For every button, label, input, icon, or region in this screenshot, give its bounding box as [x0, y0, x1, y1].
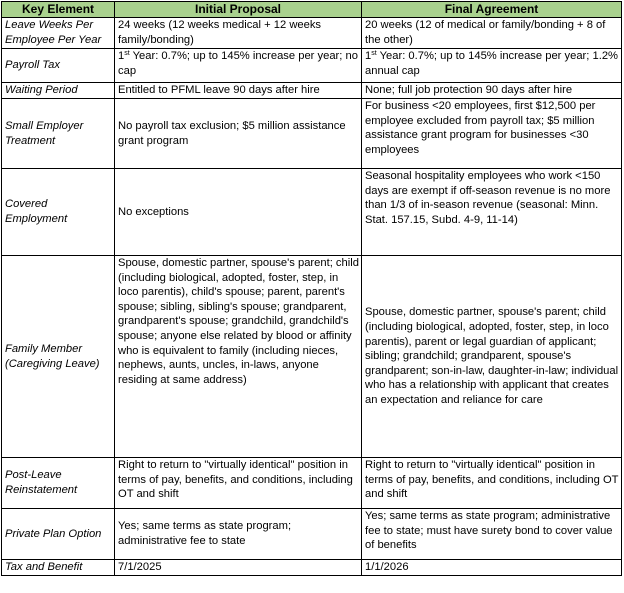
row-key: Family Member (Caregiving Leave) [2, 256, 115, 458]
final-cell: Spouse, domestic partner, spouse's parent; child (including biological, adopted, foster, step, in loco parentis), parent or legal guardian of applicant; sibling; grandchild; grandparent, spouse's grandparent; son-in-law, daughter-in-law; individual who has a relationship with applicant that creates an expectation and reliance for care [362, 256, 622, 458]
table-row [2, 18, 622, 49]
table-row [2, 169, 622, 256]
initial-cell: Spouse, domestic partner, spouse's parent; child (including biological, adopted, foster, step, in loco parentis), child's spouse; parent, parent's spouse; sibling, sibling's spouse; grandparent, grandparent's spouse; grandchild, grandchild's spouse; anyone else related by blood or affinity who is equivalent to family (including nieces, nephews, aunts, uncles, in-laws, anyone residing at same address) [115, 256, 362, 458]
initial-cell: Yes; same terms as state program; administrative fee to state [115, 509, 362, 560]
final-cell: Seasonal hospitality employees who work <150 days are exempt if off-season revenue is no more than 1/3 of in-season revenue (seasonal: Minn. Stat. 157.15, Subd. 4-9, 11-14) [362, 169, 622, 256]
table-row [2, 509, 622, 560]
final-cell: For business <20 employees, first $12,500 per employee excluded from payroll tax; $5 million assistance grant program for businesses <30 employees [362, 99, 622, 169]
header-initial-proposal: Initial Proposal [115, 2, 362, 18]
row-key: Tax and Benefit [2, 560, 115, 576]
comparison-table-container [1, 1, 622, 576]
ordinal-suffix: st [124, 50, 130, 57]
final-cell: Right to return to "virtually identical" position in terms of pay, benefits, and conditions, including OT and shift [362, 458, 622, 509]
table-row [2, 49, 622, 83]
initial-cell [115, 49, 362, 83]
initial-cell: No exceptions [115, 169, 362, 256]
table-row [2, 256, 622, 458]
cell-text: Year: 0.7%; up to 145% increase per year; 1.2% annual cap [365, 50, 618, 77]
final-cell [362, 49, 622, 83]
header-row [2, 2, 622, 18]
initial-cell: Entitled to PFML leave 90 days after hire [115, 83, 362, 99]
final-cell: 20 weeks (12 of medical or family/bonding + 8 of the other) [362, 18, 622, 49]
ordinal-number: 1 [118, 50, 125, 62]
ordinal-number: 1 [365, 50, 372, 62]
table-row [2, 458, 622, 509]
ordinal-suffix: st [371, 50, 377, 57]
row-key: Post-Leave Reinstatement [2, 458, 115, 509]
initial-cell: 24 weeks (12 weeks medical + 12 weeks family/bonding) [115, 18, 362, 49]
comparison-table [1, 1, 622, 576]
final-cell: None; full job protection 90 days after hire [362, 83, 622, 99]
row-key: Waiting Period [2, 83, 115, 99]
row-key: Private Plan Option [2, 509, 115, 560]
initial-cell: Right to return to "virtually identical" position in terms of pay, benefits, and conditions, including OT and shift [115, 458, 362, 509]
final-cell: Yes; same terms as state program; administrative fee to state; must have surety bond to cover value of benefits [362, 509, 622, 560]
header-final-agreement: Final Agreement [362, 2, 622, 18]
table-row [2, 99, 622, 169]
row-key: Small Employer Treatment [2, 99, 115, 169]
row-key: Leave Weeks Per Employee Per Year [2, 18, 115, 49]
initial-cell: No payroll tax exclusion; $5 million assistance grant program [115, 99, 362, 169]
header-key-element: Key Element [2, 2, 115, 18]
row-key: Payroll Tax [2, 49, 115, 83]
table-row [2, 560, 622, 576]
row-key: Covered Employment [2, 169, 115, 256]
final-cell: 1/1/2026 [362, 560, 622, 576]
cell-text: Year: 0.7%; up to 145% increase per year; no cap [118, 50, 358, 77]
initial-cell: 7/1/2025 [115, 560, 362, 576]
table-row [2, 83, 622, 99]
